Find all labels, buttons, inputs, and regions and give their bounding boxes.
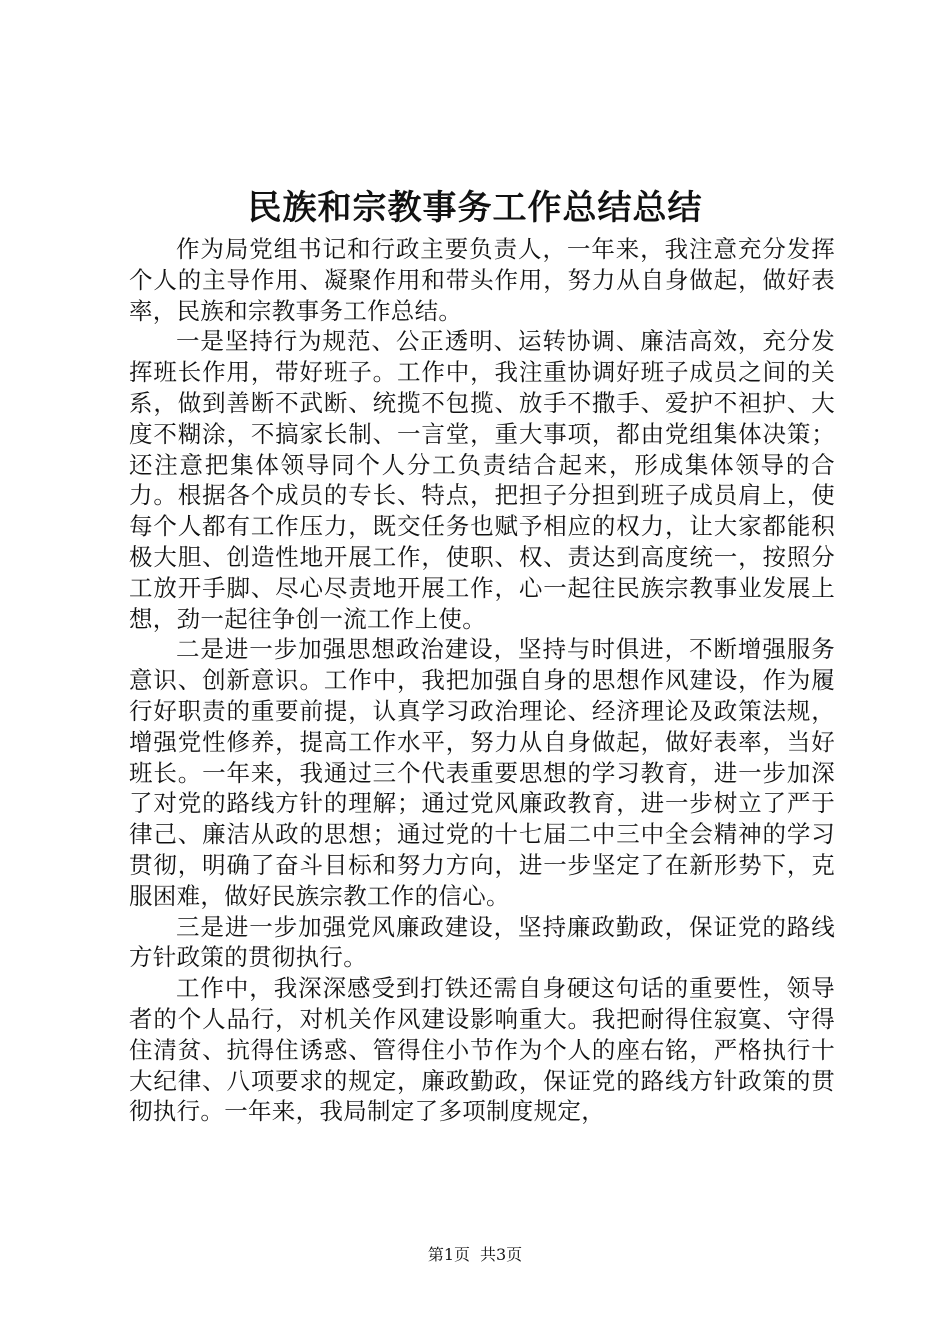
- paragraph-point-two: 二是进一步加强思想政治建设，坚持与时俱进，不断增强服务意识、创新意识。工作中，我把加强自身的思想作风建设，作为履行好职责的重要前提，认真学习政治理论、经济理论及政策法规，增强党性修养，提高工作水平，努力从自身做起，做好表率，当好班长。一年来，我通过三个代表重要思想的学习教育，进一步加深了对党的路线方针的理解；通过党风廉政教育，进一步树立了严于律己、廉洁从政的思想；通过党的十七届二中三中全会精神的学习贯彻，明确了奋斗目标和努力方向，进一步坚定了在新形势下，克服困难，做好民族宗教工作的信心。: [129, 635, 835, 910]
- paragraph-point-one: 一是坚持行为规范、公正透明、运转协调、廉洁高效，充分发挥班长作用，带好班子。工作中，我注重协调好班子成员之间的关系，做到善断不武断、统揽不包揽、放手不撒手、爱护不袒护、大度不糊涂，不搞家长制、一言堂，重大事项，都由党组集体决策；还注意把集体领导同个人分工负责结合起来，形成集体领导的合力。根据各个成员的专长、特点，把担子分担到班子成员肩上，使每个人都有工作压力，既交任务也赋予相应的权力，让大家都能积极大胆、创造性地开展工作，使职、权、责达到高度统一，按照分工放开手脚、尽心尽责地开展工作，心一起往民族宗教事业发展上想，劲一起往争创一流工作上使。: [129, 327, 835, 633]
- paragraph-work-detail: 工作中，我深深感受到打铁还需自身硬这句话的重要性，领导者的个人品行，对机关作风建设影响重大。我把耐得住寂寞、守得住清贫、抗得住诱惑、管得住小节作为个人的座右铭，严格执行十大纪律、八项要求的规定，廉政勤政，保证党的路线方针政策的贯彻执行。一年来，我局制定了多项制度规定，: [129, 974, 835, 1126]
- page-total: 共3页: [480, 1245, 523, 1264]
- paragraph-intro: 作为局党组书记和行政主要负责人，一年来，我注意充分发挥个人的主导作用、凝聚作用和带头作用，努力从自身做起，做好表率，民族和宗教事务工作总结。: [129, 235, 835, 325]
- page-footer: [0, 1245, 950, 1265]
- document-title: 民族和宗教事务工作总结总结: [247, 188, 703, 228]
- document-body: [129, 234, 835, 1127]
- page-number: 第1页: [427, 1245, 470, 1264]
- paragraph-point-three: 三是进一步加强党风廉政建设，坚持廉政勤政，保证党的路线方针政策的贯彻执行。: [129, 912, 835, 972]
